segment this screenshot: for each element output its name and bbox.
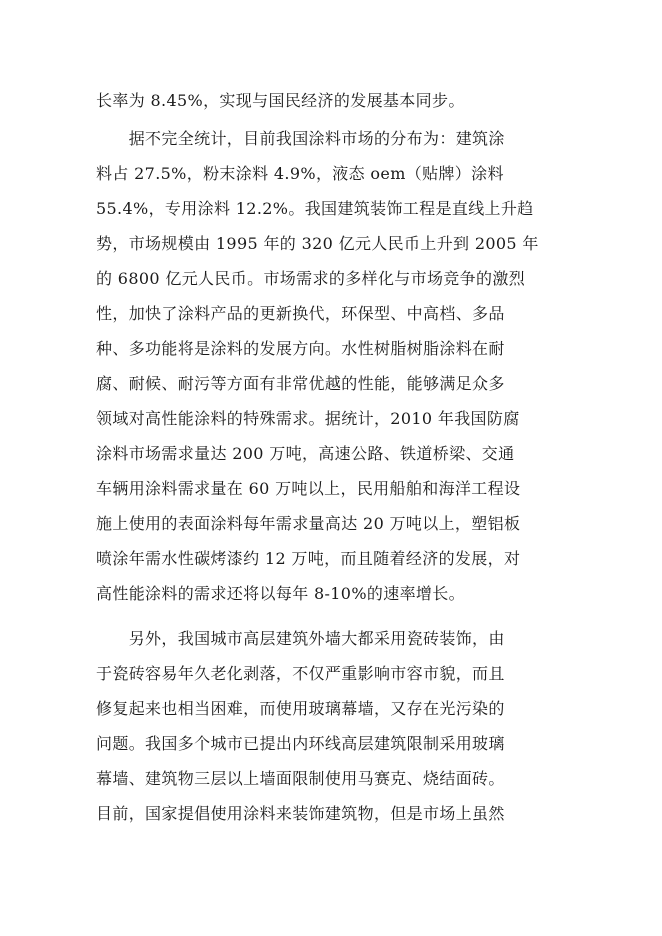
text-line: 另外，我国城市高层建筑外墙大都采用瓷砖装饰，由 <box>96 629 505 648</box>
text-line: 种、多功能将是涂料的发展方向。水性树脂树脂涂料在耐 <box>96 339 505 358</box>
text-line: 据不完全统计，目前我国涂料市场的分布为：建筑涂 <box>96 129 505 148</box>
text-line: 目前，国家提倡使用涂料来装饰建筑物，但是市场上虽然 <box>96 804 505 823</box>
text-line: 料占 27.5%，粉末涂料 4.9%，液态 oem（贴牌）涂料 <box>96 164 504 183</box>
text-line: 于瓷砖容易年久老化剥落，不仅严重影响市容市貌，而且 <box>96 664 505 683</box>
text-line: 的 6800 亿元人民币。市场需求的多样化与市场竞争的激烈 <box>96 269 526 288</box>
text-line: 长率为 8.45%，实现与国民经济的发展基本同步。 <box>96 91 465 110</box>
text-line: 领域对高性能涂料的特殊需求。据统计，2010 年我国防腐 <box>96 409 520 428</box>
text-line: 性，加快了涂料产品的更新换代，环保型、中高档、多品 <box>96 304 505 323</box>
text-line: 55.4%，专用涂料 12.2%。我国建筑装饰工程是直线上升趋 <box>96 199 534 218</box>
text-line: 修复起来也相当困难，而使用玻璃幕墙，又存在光污染的 <box>96 699 505 718</box>
text-line: 高性能涂料的需求还将以每年 8-10%的速率增长。 <box>96 584 465 603</box>
text-line: 问题。我国多个城市已提出内环线高层建筑限制采用玻璃 <box>96 734 505 753</box>
text-line: 施上使用的表面涂料每年需求量高达 20 万吨以上，塑铝板 <box>96 514 521 533</box>
text-line: 幕墙、建筑物三层以上墙面限制使用马赛克、烧结面砖。 <box>96 769 505 788</box>
text-line: 车辆用涂料需求量在 60 万吨以上，民用船舶和海洋工程设 <box>96 479 521 498</box>
text-line: 喷涂年需水性碳烤漆约 12 万吨，而且随着经济的发展，对 <box>96 549 521 568</box>
text-line: 势，市场规模由 1995 年的 320 亿元人民币上升到 2005 年 <box>96 234 539 253</box>
text-line: 涂料市场需求量达 200 万吨，高速公路、铁道桥梁、交通 <box>96 444 515 463</box>
text-line: 腐、耐候、耐污等方面有非常优越的性能，能够满足众多 <box>96 374 505 393</box>
